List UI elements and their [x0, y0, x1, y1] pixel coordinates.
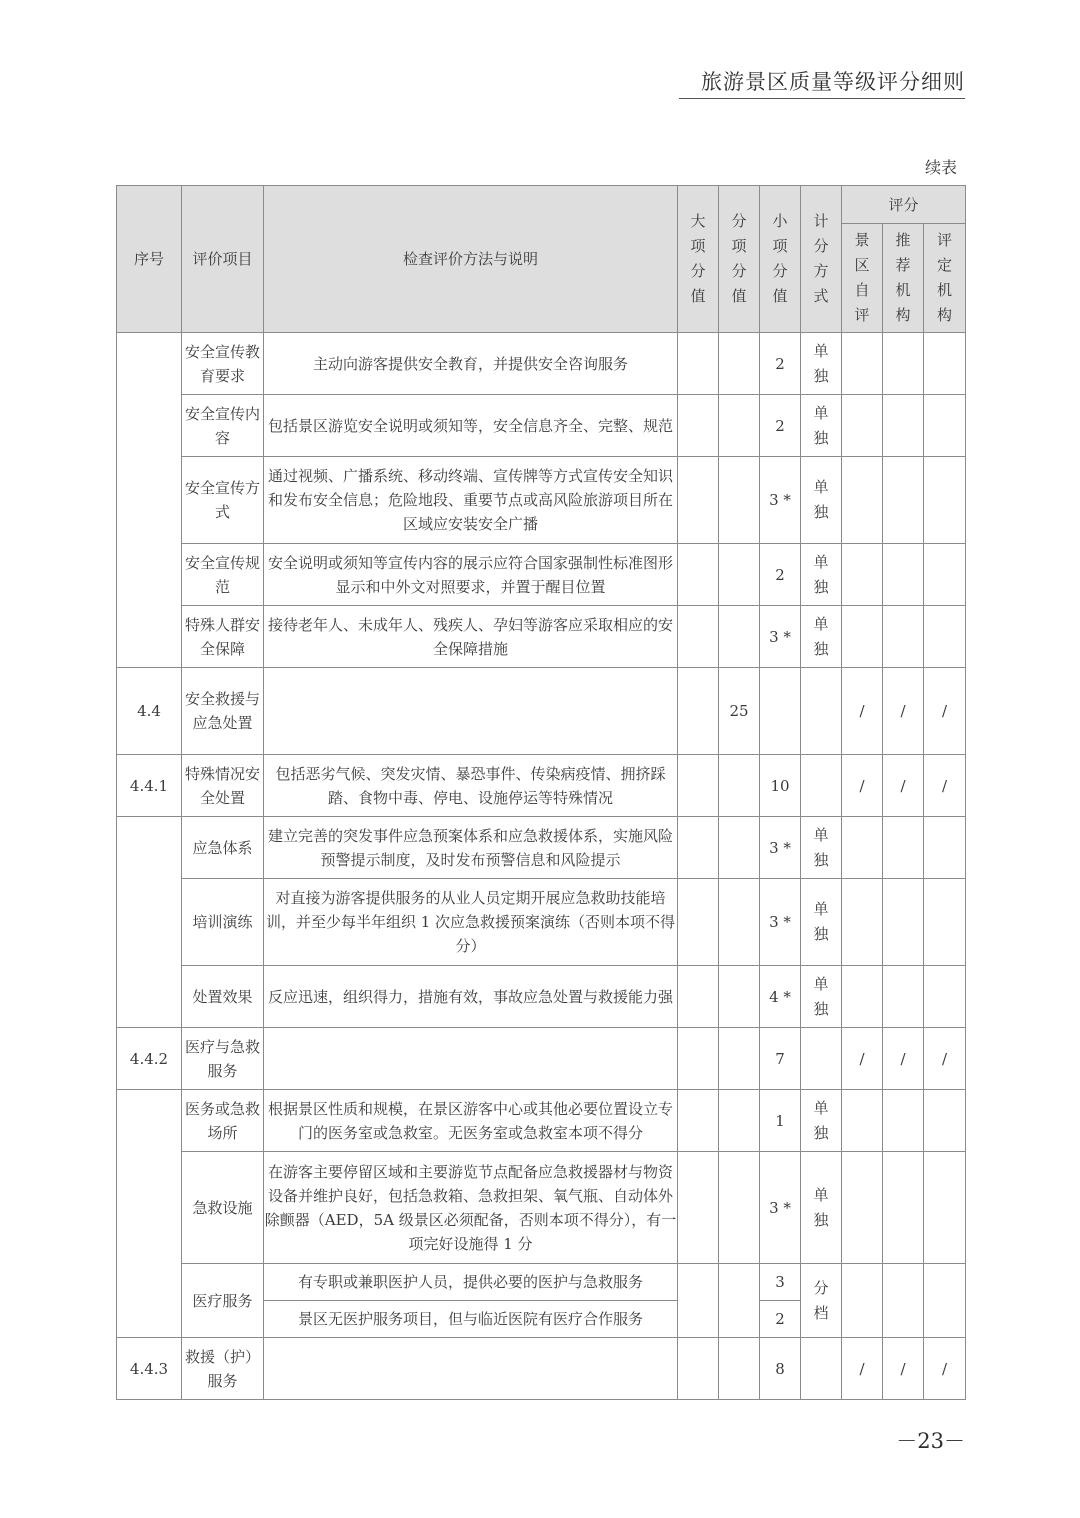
recommend-cell: / — [883, 668, 924, 755]
col-rating-group: 评分 — [842, 186, 966, 224]
scoring-mode-cell: 单独 — [801, 544, 842, 606]
scoring-table — [116, 185, 966, 1400]
header-rule — [679, 98, 965, 99]
scoring-mode-cell: 单独 — [801, 817, 842, 879]
table-row — [117, 817, 966, 879]
minor-score-cell: 3 * — [760, 606, 801, 668]
recommend-cell: / — [883, 755, 924, 817]
seq-cell: 4.4.1 — [117, 755, 182, 817]
item-cell: 培训演练 — [182, 879, 264, 966]
table-row — [117, 1090, 966, 1152]
item-cell: 安全宣传教育要求 — [182, 333, 264, 395]
item-cell: 医疗服务 — [182, 1264, 264, 1338]
item-cell: 特殊情况安全处置 — [182, 755, 264, 817]
col-sub-score: 分项分值 — [719, 186, 760, 333]
method-cell: 包括景区游览安全说明或须知等，安全信息齐全、完整、规范 — [264, 395, 678, 457]
minor-score-cell: 3 * — [760, 817, 801, 879]
minor-score-cell: 2 — [760, 544, 801, 606]
minor-score-cell: 10 — [760, 755, 801, 817]
minor-score-cell: 7 — [760, 1028, 801, 1090]
assess-cell: / — [924, 1028, 966, 1090]
table-row — [117, 1338, 966, 1400]
scoring-mode-cell: 单独 — [801, 333, 842, 395]
col-major-score: 大项分值 — [678, 186, 719, 333]
item-cell: 救援（护）服务 — [182, 1338, 264, 1400]
item-cell: 安全宣传内容 — [182, 395, 264, 457]
method-cell: 接待老年人、未成年人、残疾人、孕妇等游客应采取相应的安全保障措施 — [264, 606, 678, 668]
method-cell: 主动向游客提供安全教育，并提供安全咨询服务 — [264, 333, 678, 395]
table-row — [117, 606, 966, 668]
col-seq: 序号 — [117, 186, 182, 333]
minor-score-cell: 4 * — [760, 966, 801, 1028]
sub-score-cell: 25 — [719, 668, 760, 755]
item-cell: 医务或急救场所 — [182, 1090, 264, 1152]
seq-cell: 4.4 — [117, 668, 182, 755]
item-cell: 处置效果 — [182, 966, 264, 1028]
scoring-mode-cell: 单独 — [801, 966, 842, 1028]
minor-score-cell: 2 — [760, 1301, 801, 1338]
minor-score-cell: 3 * — [760, 879, 801, 966]
table-row — [117, 544, 966, 606]
method-cell: 通过视频、广播系统、移动终端、宣传牌等方式宣传安全知识和发布安全信息；危险地段、重要节点或高风险旅游项目所在区域应安装安全广播 — [264, 457, 678, 544]
table-row — [117, 966, 966, 1028]
self-eval-cell: / — [842, 1338, 883, 1400]
item-cell: 安全宣传规范 — [182, 544, 264, 606]
minor-score-cell: 3 — [760, 1264, 801, 1301]
col-item: 评价项目 — [182, 186, 264, 333]
minor-score-cell: 3 * — [760, 1152, 801, 1264]
minor-score-cell: 8 — [760, 1338, 801, 1400]
method-cell: 包括恶劣气候、突发灾情、暴恐事件、传染病疫情、拥挤踩踏、食物中毒、停电、设施停运等特殊情况 — [264, 755, 678, 817]
page-number: －23－ — [896, 1429, 965, 1453]
table-row — [117, 879, 966, 966]
scoring-mode-cell: 分档 — [801, 1264, 842, 1338]
item-cell: 应急体系 — [182, 817, 264, 879]
self-eval-cell: / — [842, 668, 883, 755]
method-cell: 在游客主要停留区域和主要游览节点配备应急救援器材与物资设备并维护良好，包括急救箱、急救担架、氧气瓶、自动体外除颤器（AED，5A 级景区必须配备，否则本项不得分），有一项完好设施得 1 分 — [264, 1152, 678, 1264]
table-row — [117, 1028, 966, 1090]
minor-score-cell: 2 — [760, 333, 801, 395]
table-row — [117, 395, 966, 457]
seq-cell: 4.4.2 — [117, 1028, 182, 1090]
recommend-cell: / — [883, 1338, 924, 1400]
table-row — [117, 668, 966, 755]
seq-cell — [117, 1090, 182, 1338]
minor-score-cell: 2 — [760, 395, 801, 457]
col-recommend: 推荐机构 — [883, 224, 924, 333]
scoring-mode-cell: 单独 — [801, 606, 842, 668]
table-continued-label: 续表 — [924, 158, 957, 177]
seq-cell — [117, 333, 182, 668]
item-cell: 安全宣传方式 — [182, 457, 264, 544]
recommend-cell: / — [883, 1028, 924, 1090]
method-cell: 景区无医护服务项目，但与临近医院有医疗合作服务 — [264, 1301, 678, 1338]
assess-cell: / — [924, 668, 966, 755]
method-cell: 反应迅速，组织得力，措施有效，事故应急处置与救援能力强 — [264, 966, 678, 1028]
item-cell: 安全救援与应急处置 — [182, 668, 264, 755]
method-cell: 安全说明或须知等宣传内容的展示应符合国家强制性标准图形显示和中外文对照要求，并置于醒目位置 — [264, 544, 678, 606]
assess-cell: / — [924, 755, 966, 817]
table-row — [117, 1152, 966, 1264]
scoring-mode-cell: 单独 — [801, 395, 842, 457]
col-method: 检查评价方法与说明 — [264, 186, 678, 333]
minor-score-cell: 1 — [760, 1090, 801, 1152]
scoring-mode-cell: 单独 — [801, 1152, 842, 1264]
scoring-mode-cell: 单独 — [801, 879, 842, 966]
col-self-eval: 景区自评 — [842, 224, 883, 333]
item-cell: 特殊人群安全保障 — [182, 606, 264, 668]
self-eval-cell: / — [842, 755, 883, 817]
method-cell: 对直接为游客提供服务的从业人员定期开展应急救助技能培训，并至少每半年组织 1 次应急救援预案演练（否则本项不得分） — [264, 879, 678, 966]
table-row — [117, 457, 966, 544]
col-scoring-mode: 计分方式 — [801, 186, 842, 333]
minor-score-cell: 3 * — [760, 457, 801, 544]
seq-cell: 4.4.3 — [117, 1338, 182, 1400]
table-row — [117, 755, 966, 817]
table-row — [117, 1264, 966, 1301]
scoring-mode-cell: 单独 — [801, 457, 842, 544]
item-cell: 医疗与急救服务 — [182, 1028, 264, 1090]
col-minor-score: 小项分值 — [760, 186, 801, 333]
assess-cell: / — [924, 1338, 966, 1400]
seq-cell — [117, 817, 182, 1028]
method-cell: 有专职或兼职医护人员，提供必要的医护与急救服务 — [264, 1264, 678, 1301]
col-assess: 评定机构 — [924, 224, 966, 333]
method-cell: 根据景区性质和规模，在景区游客中心或其他必要位置设立专门的医务室或急救室。无医务室或急救室本项不得分 — [264, 1090, 678, 1152]
scoring-mode-cell: 单独 — [801, 1090, 842, 1152]
item-cell: 急救设施 — [182, 1152, 264, 1264]
running-head-title: 旅游景区质量等级评分细则 — [701, 70, 965, 94]
method-cell: 建立完善的突发事件应急预案体系和应急救援体系，实施风险预警提示制度，及时发布预警信息和风险提示 — [264, 817, 678, 879]
table-row — [117, 333, 966, 395]
self-eval-cell: / — [842, 1028, 883, 1090]
